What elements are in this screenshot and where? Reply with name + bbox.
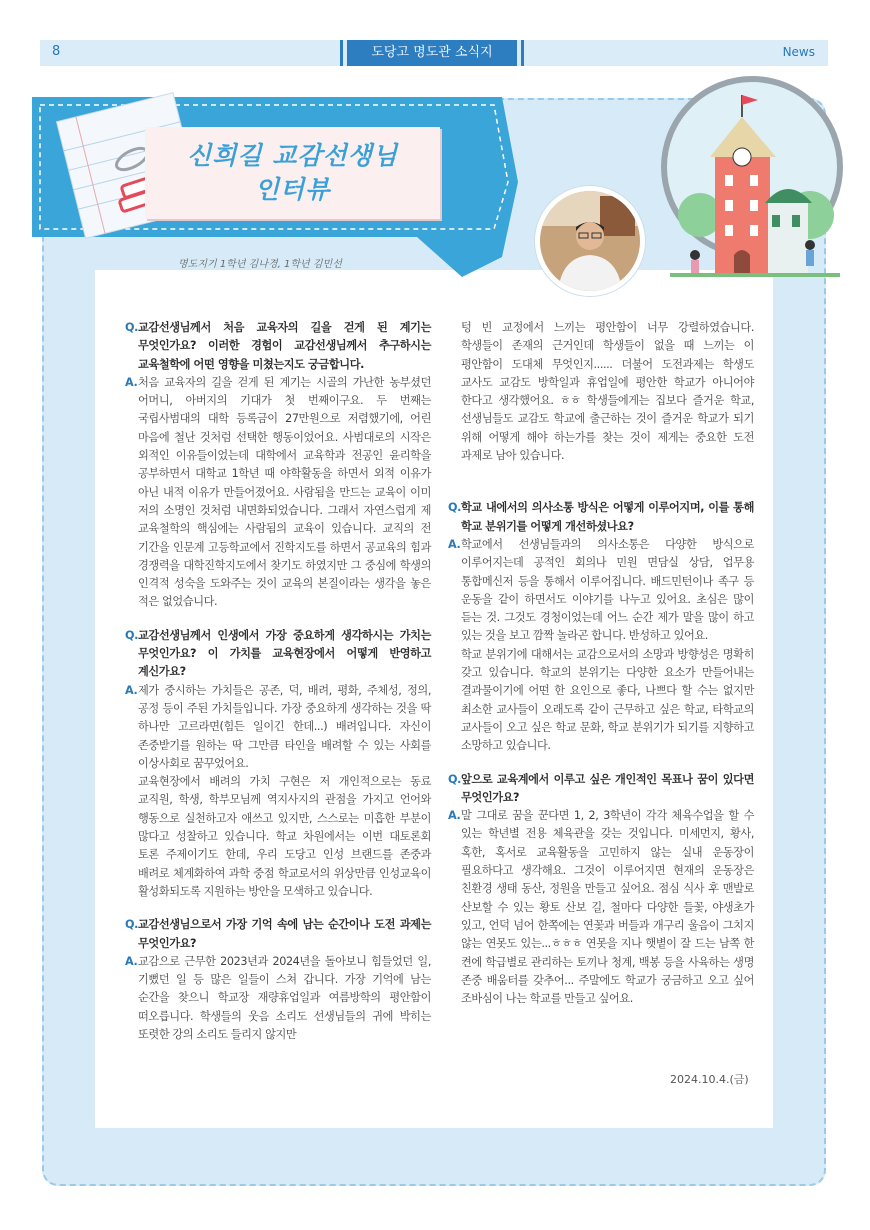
answer-3: A. 교감으로 근무한 2023년과 2024년을 돌아보니 힘들었던 일, 기뻤던 일 등 많은 일들이 스쳐 갑니다. 가장 기억에 남는 순간을 찾으니 학교장 재량휴업일과 여름방학의 평안함이 떠오릅니다. 학생들의 웃음 소리도 선생님들의 귀에 박히는 또렷한 강의 소리도 들리지 않지만 <box>125 954 431 1041</box>
question-1: Q. 교감선생님께서 처음 교육자의 길을 걷게 된 계기는 무엇인가요? 이러한 경험이 교감선생님께서 추구하시는 교육철학에 어떤 영향을 미쳤는지도 궁금합니다. <box>125 321 431 371</box>
page-title: 신희길 교감선생님 <box>187 141 398 170</box>
question-3: Q. 교감선생님으로서 가장 기억 속에 남는 순간이나 도전 과제는 무엇인가요? <box>125 918 431 950</box>
answer-4-continued: 학교 분위기에 대해서는 교감으로서의 소망과 방향성은 명확히 갖고 있습니다. 학교의 분위기는 다양한 요소가 만들어내는 결과물이기에 어떤 한 요인으로 좋다, 나쁘다 할 수는 없지만 최소한 교사들이 오래도록 같이 근무하고 싶은 학교, 타학교의 교사들이 오고 싶은 학교 문화, 학교 분위기가 되기를 지향하고 소망하고 있습니다. <box>461 647 754 753</box>
section-title: 도당고 명도관 소식지 <box>347 40 517 66</box>
article-date: 2024.10.4.(금) <box>670 1073 749 1086</box>
answer-2: A. 제가 중시하는 가치들은 공존, 덕, 배려, 평화, 주체성, 정의, 공정 등이 주된 가치들입니다. 가장 중요하게 생각하는 것을 딱 하나만 고르라면(힘든 일이긴 한데...) 배려입니다. 자신이 존중받기를 원하는 딱 그만큼 타인을 배려할 수 있는 사회를 이상사회로 꿈꾸었어요. <box>125 683 431 770</box>
answer-2-continued: 교육현장에서 배려의 가치 구현은 저 개인적으로는 동료 교직원, 학생, 학부모님께 역지사지의 관점을 가지고 언어와 행동으로 실천하고자 애쓰고 있지만, 스스로는 미흡한 부분이 많다고 성찰하고 있습니다. 학교 차원에서는 이번 대토론회 토론 주제이기도 한데, 우리 도당고 인성 브랜드를 존중과 배려로 체계화하여 과학 중점 학교로서의 위상만큼 인성교육이 활성화되도록 지원하는 방안을 모색하고 있습니다. <box>138 775 431 898</box>
portrait-photo <box>535 186 645 296</box>
byline: 명도지기 1학년 김나경, 1학년 김민선 <box>178 259 342 270</box>
answer-1: A. 처음 교육자의 길을 걷게 된 계기는 시골의 가난한 농부셨던 어머니, 아버지의 기대가 첫 번째이구요. 두 번째는 국립사범대의 대학 등록금이 27만원으로 저렴했기에, 어린 마음에 철난 것처럼 선택한 행동이었어요. 사범대로의 시작은 외적인 이유들이었는데 대학에서 교육학과 전공인 윤리학을 공부하면서 대학교 1학년 때 야학활동을 하면서 외적 이유가 아닌 내적 이유가 만들어졌어요. 사람됨을 만드는 교육이 이미 저의 소명인 것처럼 내면화되었습니다. 그래서 자연스럽게 제 교육철학의 핵심에는 사람됨의 교육이 있습니다. 교직의 전 기간을 인문계 고등학교에서 진학지도를 하면서 공교육의 힘과 경쟁력을 대학진학지도에서 찾기도 하였지만 그 중심에 학생의 인격적 성숙을 도와주는 것이 교육의 본질이라는 생각을 놓은 적은 없었습니다. <box>125 375 431 609</box>
page-subtitle: 인터뷰 <box>254 175 331 204</box>
answer-3-continued: 텅 빈 교정에서 느끼는 평안함이 너무 강렬하였습니다. 학생들이 존재의 근거인데 학생들이 없을 때 느끼는 이 평안함이 도대체 무엇인지...... 더불어 도전과제는 학생도 교사도 교감도 방학일과 휴업일에 평안한 학교가 아니어야 한다고 생각했어요. ㅎㅎ 학생들에게는 집보다 즐거운 학교, 선생님들도 교감도 학교에 출근하는 것이 즐거운 학교가 되기 위해 어떻게 해야 하는가를 찾는 것이 제게는 중요한 도전 과제로 남아 있습니다. <box>461 321 754 463</box>
article-column-right <box>448 319 754 1008</box>
answer-5: A. 말 그대로 꿈을 꾼다면 1, 2, 3학년이 각각 체육수업을 할 수 있는 학년별 전용 체육관을 갖는 것입니다. 미세먼지, 황사, 혹한, 혹서로 교육활동을 고민하지 않는 실내 운동장이 필요하다고 생각해요. 그것이 이루어지면 현재의 운동장은 친환경 생태 동산, 정원을 만들고 싶어요. 점심 식사 후 맨발로 산보할 수 있는 황토 산보 길, 철마다 다양한 들꽃, 야생초가 있고, 언덕 넘어 한쪽에는 연꽃과 버들과 개구리 울음이 그치지 않는 연못도 있는...ㅎㅎㅎ 연못을 지나 햇볕이 잘 드는 남쪽 한 켠에 학급별로 관리하는 토끼나 청계, 백봉 등을 사육하는 생명 존중 배움터를 갖추어... 주말에도 학교가 궁금하고 오고 싶어 조바심이 나는 학교를 만들고 싶어요. <box>448 809 754 1006</box>
answer-4: A. 학교에서 선생님들과의 의사소통은 다양한 방식으로 이루어지는데 공적인 회의나 민원 면담실 상담, 업무용 통합메신저 등을 통해서 이루어집니다. 배드민턴이나 족구 등 운동을 같이 하면서도 이야기를 나누고 있어요. 초심은 많이 듣는 것. 그것도 경청이었는데 어느 순간 제가 말을 많이 하고 있는 것을 보고 깜짝 놀라곤 합니다. 반성하고 있어요. <box>448 537 754 643</box>
news-label: News <box>782 45 815 59</box>
question-2: Q. 교감선생님께서 인생에서 가장 중요하게 생각하시는 가치는 무엇인가요? 이 가치를 교육현장에서 어떻게 반영하고 계신가요? <box>125 628 431 679</box>
question-4: Q. 학교 내에서의 의사소통 방식은 어떻게 이루어지며, 이를 통해 학교 분위기를 어떻게 개선하셨나요? <box>448 501 754 533</box>
article-column-left <box>125 319 431 1044</box>
page-number: 8 <box>52 44 61 59</box>
castle-illustration <box>660 75 850 290</box>
question-5: Q. 앞으로 교육계에서 이루고 싶은 개인적인 목표나 꿈이 있다면 무엇인가요? <box>448 772 754 804</box>
